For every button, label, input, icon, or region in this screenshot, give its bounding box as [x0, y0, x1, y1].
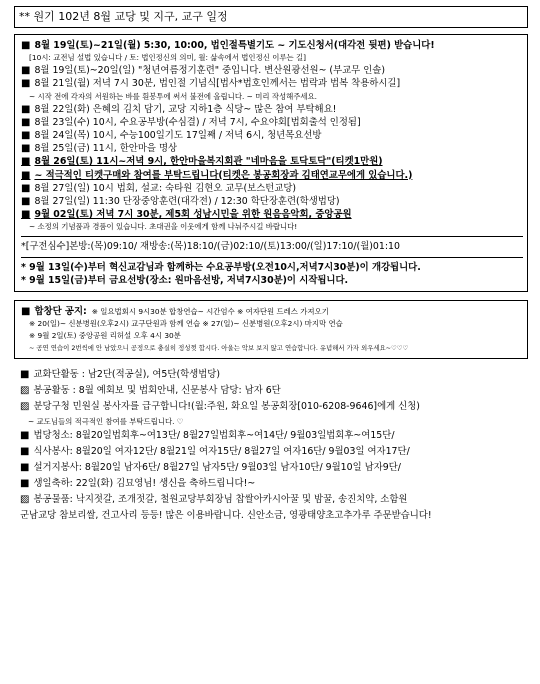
activity-item: ■ 생일축하: 22일(화) 김묘영님! 생신을 축하드립니다!~	[20, 476, 524, 492]
notice-1: * 9월 13일(수)부터 혁신교감님과 함께하는 수요공부방(오전10시,저녁7시30분)이 개강됩니다.	[21, 261, 421, 273]
event-item: ■ 8월 19일(토)~20일(일) "청년여름정기훈련" 중입니다. 변산원광선원~ (부교무 인솔)	[21, 64, 523, 77]
broadcast-schedule: *[구전심수]본방:(목)09:10/ 재방송:(목)18:10/(금)02:10/(토)13:00/(일)17:10/(월)01:10	[21, 241, 400, 253]
event-item: ■ 8월 27일(일) 10시 법회, 설교: 숙타원 김현오 교무(보스턴교당)	[21, 182, 523, 195]
activity-item: ■ 설거지봉사: 8월20일 남자6단/ 8월27일 남자5단/ 9월03일 남자10단/ 9월10일 남자9단/	[20, 460, 524, 476]
activity-item: 군남교당 참보리쌀, 건고사리 등등! 많은 이용바랍니다. 신안소금, 영광태양초고추가루 주문받습니다!	[20, 509, 432, 521]
notice-2: * 9월 15일(금)부터 금요선방(장소: 원마음선방, 저녁7시30분)이 시작됩니다.	[21, 274, 349, 286]
divider	[21, 257, 523, 258]
event-item: ~ 시작 전에 각자의 서원하는 바를 흰봉투에 써서 불전에 올립니다. ~ 미리 작성해주세요.	[29, 91, 318, 101]
choir-line3: ※ 9월 2일(토) 중앙공원 리허설 오후 4시 30분	[29, 330, 181, 340]
event-item: ■ 8월 24일(목) 10시, 수능100일기도 17일째 / 저녁 6시, 청년목요선방	[21, 129, 523, 142]
activity-item: ▨ 봉공활동 : 8월 예회보 및 법회안내, 신문봉사 담당: 남자 6단	[20, 383, 524, 399]
document-page	[14, 6, 528, 524]
choir-line4: ~ 공연 연습이 2번씩에 안 남았으니 공정으로 충실히 정성껏 합시다. 아울는 악보 보지 않고 연습합니다. 유념해서 가자 외우세요~♡♡♡	[29, 343, 409, 352]
event-item: ■ 8월 26일(토) 11시~저녁 9시, 한안마을복지회관 "네마음을 토닥토닥"(티켓1만원)	[21, 155, 523, 168]
schedule-box	[14, 34, 528, 292]
event-item: ■ 8월 25일(금) 11시, 한안마을 명상	[21, 142, 523, 155]
event-item: ■ 8월 21일(월) 저녁 7시 30분, 법인절 기념식[법사*법호인께서는 법락과 법복 착용하시길]	[21, 77, 523, 90]
event-item: ■ 8월 19일(토)~21일(월) 5:30, 10:00, 법인절특별기도 ~ 기도신청서(대각전 뒷편) 받습니다!	[21, 39, 523, 52]
divider	[21, 236, 523, 237]
event-item: ■ 8월 27일(일) 11:30 단장중앙훈련(대각전) / 12:30 학단장훈련(학생법당)	[21, 195, 523, 208]
document-title: ** 원기 102년 8월 교당 및 지구, 교구 일정	[14, 6, 528, 28]
event-item: [10시: 교전님 설법 있습니다 / 토: 법인정신의 의미, 월: 삶속에서 법인정신 이루는 길]	[29, 53, 306, 63]
activity-item: ■ 법당청소: 8월20일법회후~여13단/ 8월27일법회후~여14단/ 9월03일법회후~여15단/	[20, 428, 524, 444]
event-item: ■ 8월 23일(수) 10시, 수요공부방(수심결) / 저녁 7시, 수요야회[법회출석 인정됨]	[21, 116, 523, 129]
choir-label: ■ 합창단 공지:	[21, 306, 87, 317]
activity-item: ■ 식사봉사: 8월20일 여자12단/ 8월21일 여자15단/ 8월27일 여자16단/ 9월03일 여자17단/	[20, 444, 524, 460]
activity-item: ▨ 봉공물품: 낙지젓갈, 조개젓갈, 철원교당부회장님 찹쌀아카시아꿀 및 밤꿀, 송진치약, 소함원	[20, 492, 524, 508]
event-item: ~ 소정의 기념품과 경품이 있습니다. 초대권을 이웃에게 함께 나눠주시길 바랍니다!	[29, 222, 298, 232]
choir-line2: ※ 20(일)~ 신분병원(오후2시) 교구단원과 함께 연습 ※ 27(일)~ 신분병원(오후2시) 마지막 연습	[29, 318, 343, 328]
event-item: ■ ~ 적극적인 티켓구매와 참여를 부탁드립니다(티켓은 봉공회장과 김태연교무에게 있습니다.)	[21, 169, 523, 182]
event-list	[21, 39, 523, 233]
event-item: ■ 8월 22일(화) 은혜의 김치 담기, 교당 지하1층 식당~ 많은 참여 부탁해요!	[21, 103, 523, 116]
choir-line1: ※ 일요법회시 9시30분 합창연습~ 시간엄수 ※ 여자단원 드레스 가져오기	[91, 306, 329, 316]
activity-item: ▨ 분당구청 민원실 봉사자를 급구합니다!(월:주원, 화요일 봉공회장[010-6208-9646]에게 신청)	[20, 399, 524, 415]
activity-list	[14, 367, 528, 524]
activity-item: ■ 교화단활동 : 남2단(적공실), 여5단(학생법당)	[20, 367, 524, 383]
activity-item: ~ 교도님들의 적극적인 참여를 부탁드립니다. ♡	[28, 416, 184, 426]
choir-box	[14, 300, 528, 359]
event-item: ■ 9월 02일(토) 저녁 7시 30분, 제5회 성남시민을 위한 원음음악회, 중앙공원	[21, 208, 523, 221]
